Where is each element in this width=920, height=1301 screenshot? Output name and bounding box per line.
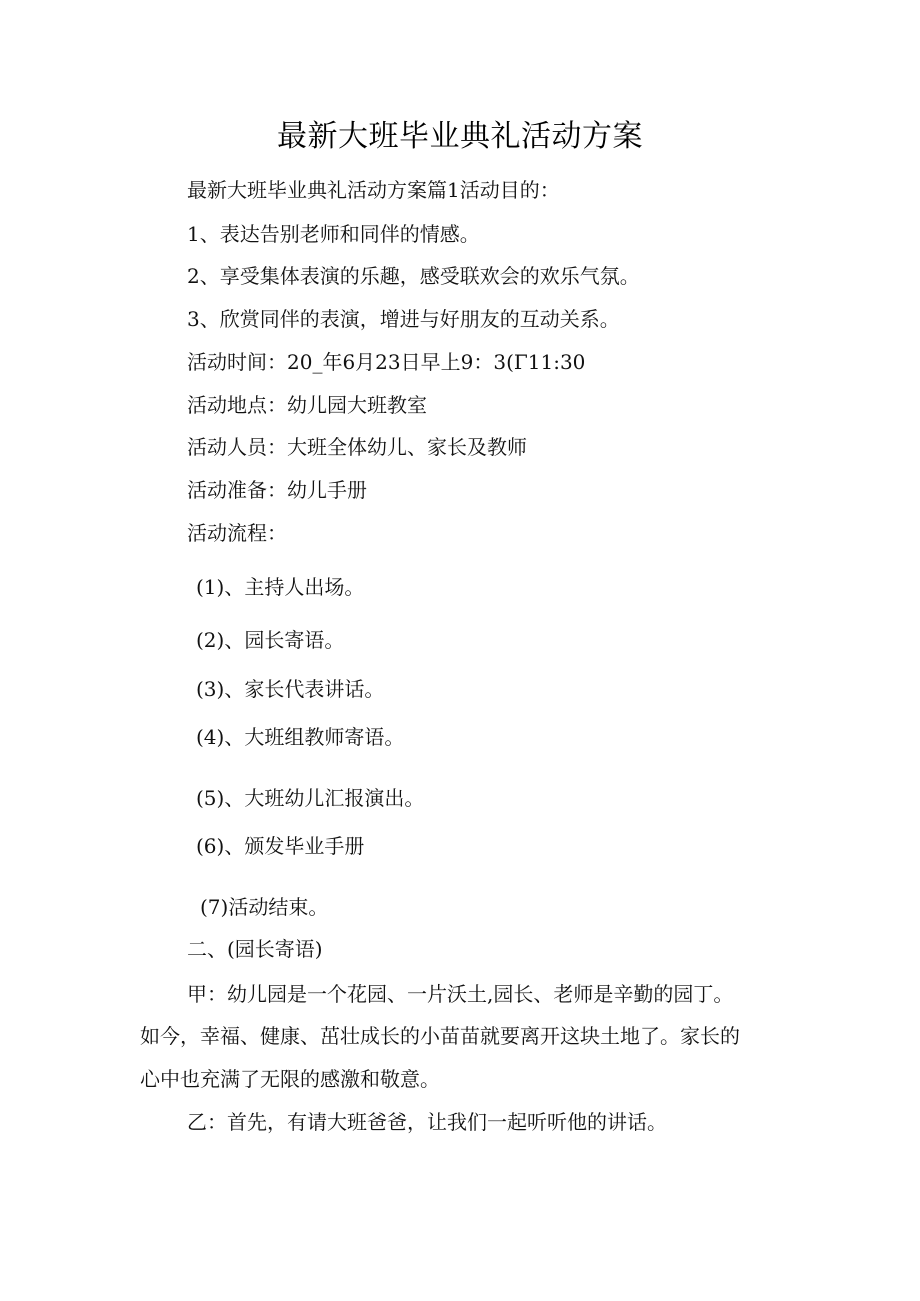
intro-line: 最新大班毕业典礼活动方案篇1活动目的： — [187, 178, 560, 202]
info-location: 活动地点：幼儿园大班教室 — [187, 393, 427, 417]
paragraph-line: 甲：幼儿园是一个花园、一片沃土,园长、老师是辛勤的园丁。 — [187, 982, 734, 1006]
process-step: (4)、大班组教师寄语。 — [196, 725, 405, 749]
section-heading: 二、(园长寄语) — [187, 937, 323, 961]
process-step: (5)、大班幼儿汇报演出。 — [196, 786, 425, 810]
info-process-heading: 活动流程： — [187, 521, 287, 545]
process-step: (1)、主持人出场。 — [196, 575, 365, 599]
goal-item: 3、欣赏同伴的表演，增进与好朋友的互动关系。 — [187, 307, 620, 331]
info-participants: 活动人员：大班全体幼儿、家长及教师 — [187, 435, 527, 459]
goal-item: 1、表达告别老师和同伴的情感。 — [187, 222, 480, 246]
paragraph-line: 如今，幸福、健康、茁壮成长的小苗苗就要离开这块土地了。家长的 — [140, 1024, 740, 1048]
paragraph-line: 乙：首先，有请大班爸爸，让我们一起听听他的讲话。 — [187, 1110, 667, 1134]
info-time: 活动时间：20_年6月23日早上9：3(Γ11:30 — [187, 350, 586, 374]
process-step: (7)活动结束。 — [200, 895, 329, 919]
process-step: (3)、家长代表讲话。 — [196, 677, 385, 701]
process-step: (2)、园长寄语。 — [196, 628, 345, 652]
paragraph-line: 心中也充满了无限的感激和敬意。 — [140, 1067, 440, 1091]
info-preparation: 活动准备：幼儿手册 — [187, 478, 367, 502]
process-step: (6)、颁发毕业手册 — [196, 834, 365, 858]
page-title: 最新大班毕业典礼活动方案 — [277, 119, 643, 154]
goal-item: 2、享受集体表演的乐趣，感受联欢会的欢乐气氛。 — [187, 264, 640, 288]
